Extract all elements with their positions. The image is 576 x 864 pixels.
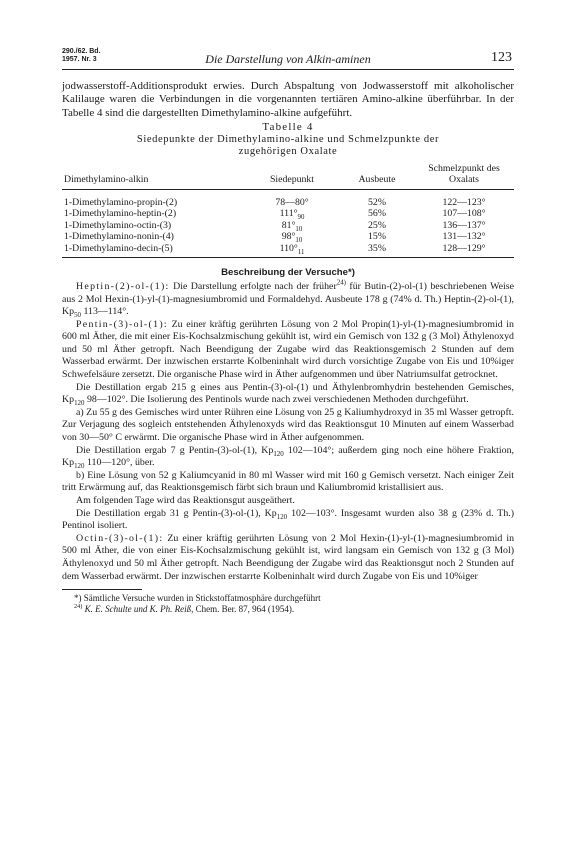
page-body	[62, 80, 514, 615]
paragraph-method-a: a) Zu 55 g des Gemisches wird unter Rühren eine Lösung von 25 g Kaliumhydroxyd in 35 ml Wasser getropft. Zur Verjagung des sogleich entstehenden Äthylenoxyds wird das Reaktionsgut 10 Minuten auf einem Wasserbad von 30—50° C erwärmt. Die organische Phase wird in Äther aufgenommen.	[62, 406, 514, 444]
cell-yield: 52%	[368, 196, 386, 208]
table-row	[62, 220, 514, 231]
footnote-24	[62, 604, 514, 615]
heptinol-text-1: Die Darstellung erfolgte nach der früher	[173, 280, 337, 292]
paragraph-distillation-1	[62, 382, 514, 407]
page-number: 123	[491, 50, 512, 65]
running-header	[62, 47, 514, 70]
heptinol-text-3: 113—114°.	[83, 306, 129, 318]
column-header-boiling-point: Siedepunkt	[244, 163, 340, 190]
distillation-2-text-1: Die Destillation ergab 7 g Pentin-(3)-ol-(1), Kp	[76, 444, 274, 456]
cell-boiling-point	[244, 189, 340, 208]
boiling-point-value: 81°	[281, 219, 296, 231]
table-row	[62, 243, 514, 258]
paragraph-distillation-2	[62, 445, 514, 470]
paragraph-next-day: Am folgenden Tage wird das Reaktionsgut ausgeäthert.	[76, 495, 295, 507]
table-caption-line-2: zugehörigen Oxalate	[238, 146, 338, 158]
cell-melting-point: 131—132°	[442, 231, 486, 243]
column-header-melting-point: Schmelzpunkt des Oxalats	[414, 163, 514, 190]
paragraph-pentinol	[62, 319, 514, 382]
column-header-compound: Dimethylamino-alkin	[62, 163, 244, 190]
table-row	[62, 231, 514, 242]
boiling-point-pressure: 10	[295, 225, 303, 233]
cell-boiling-point	[244, 220, 340, 231]
cell-yield: 25%	[368, 219, 386, 231]
kp-pressure: 50	[74, 312, 81, 320]
reference-marker: 24)	[336, 279, 346, 287]
volume-line-2: 1957. Nr. 3	[62, 56, 97, 63]
distillation-1-text-2: 98—102°. Die Isolierung des Pentinols wurde nach zwei verschiedenen Methoden durchgeführt.	[86, 394, 469, 406]
cell-melting-point: 122—123°	[442, 196, 486, 208]
distillation-3-text-1: Die Destillation ergab 31 g Pentin-(3)-ol-(1), Kp	[76, 507, 277, 519]
distillation-2-text-3: 110—120°, über.	[86, 457, 155, 469]
cell-boiling-point	[244, 231, 340, 245]
boiling-point-value: 98°	[281, 231, 296, 243]
kp-pressure: 120	[74, 463, 85, 471]
distillation-2-text-2: 102—104°; außerdem ging noch eine höhere Fraktion, Kp	[62, 444, 515, 469]
cell-boiling-point	[244, 208, 340, 222]
boiling-point-value: 110°	[279, 242, 298, 254]
footnote-divider	[62, 589, 142, 590]
running-title: Die Darstellung von Alkin-aminen	[205, 52, 371, 66]
column-header-yield: Ausbeute	[340, 163, 414, 190]
distillation-1-text-1: Die Destillation ergab 215 g eines aus Pentin-(3)-ol-(1) und Äthylenbromhydrin bestehenden Gemisches, Kp	[62, 381, 514, 406]
data-table	[62, 163, 514, 258]
pentinol-text: Zu einer kräftig gerührten Lösung von 2 Mol Propin(1)-yl-(1)-magnesiumbromid in 600 ml Äther, die mit einer Eis-Kochsalzmischung gekühlt ist, wird ein Gemisch von 132 g (3 Mol) Äthylenoxyd und 50 ml Äther getropft. Nach Beendigung der Zugabe wird das Reaktionsgemisch 2 Stunden auf dem Wasserbad erwärmt. Der inzwischen erstarrte Kolbeninhalt wird durch vorsichtige Zugabe von Eis und 10%iger Schwefelsäure zersetzt. Die organische Phase wird in Äther aufgenommen und über Natriumsulfat getrocknet.	[62, 318, 514, 381]
footnote-1: *) Sämtliche Versuche wurden in Stickstoffatmosphäre durchgeführt	[74, 593, 321, 604]
compound-name-heptinol: Heptin-(2)-ol-(1):	[76, 280, 170, 292]
compound-name-octinol: Octin-(3)-ol-(1):	[76, 532, 164, 544]
cell-melting-point: 128—129°	[414, 243, 514, 258]
footnote-marker: 24)	[74, 603, 83, 611]
boiling-point-value: 78—80°	[275, 196, 309, 208]
footnote-citation: Chem. Ber. 87, 964 (1954).	[195, 604, 295, 615]
heptinol-text-2: für Butin-(2)-ol-(1) beschriebenen Weise aus 2 Mol Hexin-(1)-yl-(1)-magnesiumbromid und Formaldehyd. Ausbeute 178 g (74% d. Th.) Heptin-(2)-ol-(1), Kp	[62, 280, 514, 318]
volume-line-1: 290./62. Bd.	[62, 48, 101, 55]
section-heading: Beschreibung der Versuche*)	[221, 266, 355, 278]
cell-compound: 1-Dimethylamino-propin-(2)	[64, 196, 178, 208]
cell-yield: 35%	[340, 243, 414, 258]
cell-compound: 1-Dimethylamino-decin-(5)	[62, 243, 244, 258]
cell-melting-point: 136—137°	[442, 219, 486, 231]
cell-compound: 1-Dimethylamino-heptin-(2)	[64, 208, 177, 220]
paragraph-distillation-3	[62, 508, 514, 533]
cell-boiling-point	[244, 243, 340, 258]
footnote-authors: K. E. Schulte und K. Ph. Reiß,	[84, 604, 194, 615]
kp-pressure: 120	[273, 450, 284, 458]
table-title: Tabelle 4	[262, 120, 314, 133]
kp-pressure: 120	[74, 400, 85, 408]
table-header-row	[62, 163, 514, 190]
compound-name-pentinol: Pentin-(3)-ol-(1):	[76, 318, 168, 330]
cell-melting-point: 107—108°	[442, 208, 486, 220]
octinol-text: Zu einer kräftig gerührten Lösung von 2 Mol Hexin-(1)-yl-(1)-magnesiumbromid in 500 ml Äther, die von einer Eis-Kochsalzmischung gekühlt ist, wird langsam ein Gemisch von 132 g (3 Mol) Äthylenoxyd und 50 ml Äther getropft. Nach Beendigung der Zugabe wird das Reaktionsgut noch 2 Stunden auf dem Wasserbad erwärmt. Der inzwischen erstarrte Kolbeninhalt wird durch Zugabe von Eis und 10%iger	[62, 532, 515, 582]
cell-compound: 1-Dimethylamino-nonin-(4)	[64, 231, 174, 243]
intro-paragraph: jodwasserstoff-Additionsprodukt erwies. Durch Abspaltung von Jodwasserstoff mit alkoholischer Kalilauge waren die Verbindungen in die vorgenannten tertiären Amino-alkine überführbar. In der Tabelle 4 sind die dargestellten Dimethylamino-alkine aufgeführt.	[62, 80, 514, 119]
boiling-point-pressure: 11	[297, 248, 305, 256]
distillation-3-text-2: 102—103°. Insgesamt wurden also 38 g (23% d. Th.) Pentinol isoliert.	[62, 507, 515, 532]
paragraph-octinol	[62, 533, 514, 583]
paragraph-method-b: b) Eine Lösung von 52 g Kaliumcyanid in 80 ml Wasser wird mit 160 g Gemisch versetzt. Nach einiger Zeit tritt Erwärmung auf, das Reaktionsgemisch färbt sich braun und Kaliumbromid kristallisiert aus.	[62, 469, 514, 494]
cell-compound: 1-Dimethylamino-octin-(3)	[64, 219, 172, 231]
cell-yield: 15%	[368, 231, 386, 243]
table-row	[62, 189, 514, 208]
kp-pressure: 120	[276, 513, 288, 521]
cell-yield: 56%	[368, 208, 386, 220]
boiling-point-pressure: 90	[297, 214, 305, 222]
paragraph-heptinol	[62, 281, 514, 319]
boiling-point-pressure: 10	[295, 237, 303, 245]
table-caption-line-1: Siedepunkte der Dimethylamino-alkine und Schmelzpunkte der	[136, 133, 440, 145]
boiling-point-value: 111°	[279, 208, 298, 220]
table-row	[62, 208, 514, 219]
